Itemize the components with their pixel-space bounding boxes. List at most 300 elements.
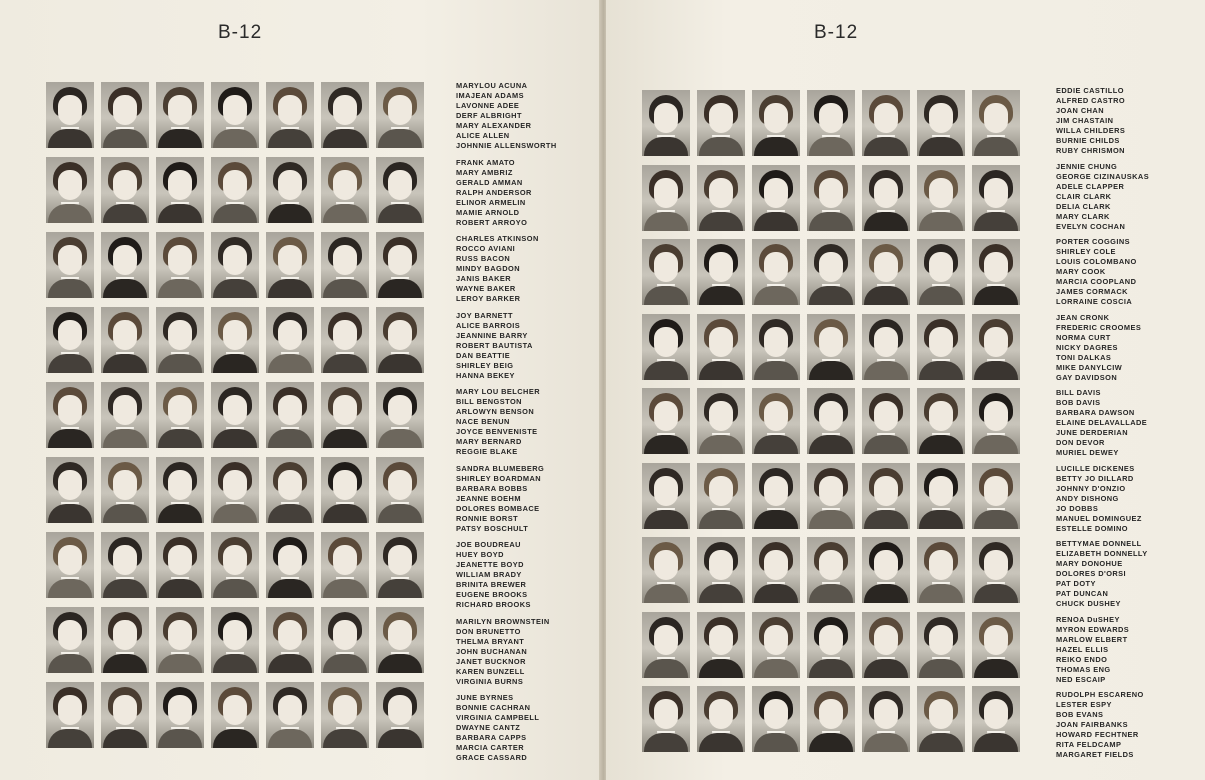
portrait-body bbox=[213, 279, 257, 298]
portrait-body bbox=[323, 729, 367, 748]
name-group bbox=[1056, 388, 1147, 458]
student-portrait bbox=[266, 232, 314, 298]
student-portrait bbox=[376, 457, 424, 523]
student-portrait bbox=[642, 463, 690, 529]
portrait-body bbox=[864, 435, 908, 454]
portrait-face bbox=[113, 395, 137, 425]
name-group bbox=[1056, 539, 1148, 609]
student-name: HANNA BEKEY bbox=[456, 370, 515, 380]
portrait-face bbox=[929, 550, 953, 580]
portrait-face bbox=[874, 401, 898, 431]
student-name: ELINOR ARMELIN bbox=[456, 197, 526, 207]
portrait-body bbox=[699, 137, 743, 156]
portrait-body bbox=[48, 204, 92, 223]
portrait-face bbox=[333, 695, 357, 725]
student-name: BOB EVANS bbox=[1056, 710, 1104, 719]
student-name: LAVONNE ADEE bbox=[456, 101, 520, 110]
portrait-body bbox=[268, 729, 312, 748]
student-name: VIRGINIA CAMPBELL bbox=[456, 713, 540, 722]
portrait-face bbox=[929, 401, 953, 431]
portrait-body bbox=[213, 129, 257, 148]
student-portrait bbox=[211, 457, 259, 523]
portrait-body bbox=[103, 429, 147, 448]
portrait-body bbox=[809, 137, 853, 156]
portrait-body bbox=[268, 279, 312, 298]
student-portrait bbox=[697, 686, 745, 752]
student-portrait bbox=[752, 463, 800, 529]
student-name: GAY DAVIDSON bbox=[1056, 372, 1118, 382]
student-portrait bbox=[697, 463, 745, 529]
portrait-face bbox=[654, 252, 678, 282]
student-portrait bbox=[211, 382, 259, 448]
student-name: ESTELLE DOMINO bbox=[1056, 523, 1128, 533]
name-group bbox=[456, 234, 539, 304]
student-name: MARGARET FIELDS bbox=[1056, 750, 1134, 759]
student-name: MARY DONOHUE bbox=[1056, 559, 1123, 568]
portrait-face bbox=[984, 252, 1008, 282]
portrait-face bbox=[984, 625, 1008, 655]
portrait-face bbox=[168, 95, 192, 125]
portrait-face bbox=[874, 699, 898, 729]
portrait-face bbox=[874, 625, 898, 655]
portrait-body bbox=[974, 435, 1018, 454]
portrait-face bbox=[223, 320, 247, 350]
student-name: FREDERIC CROOMES bbox=[1056, 322, 1142, 332]
name-group bbox=[456, 387, 540, 457]
portrait-body bbox=[103, 204, 147, 223]
student-portrait bbox=[211, 607, 259, 673]
student-portrait bbox=[156, 82, 204, 148]
portrait-face bbox=[113, 320, 137, 350]
student-portrait bbox=[266, 682, 314, 748]
student-name: RALPH ANDERSOR bbox=[456, 187, 532, 197]
portrait-body bbox=[919, 286, 963, 305]
portrait-face bbox=[278, 170, 302, 200]
portrait-face bbox=[58, 95, 82, 125]
portrait-body bbox=[809, 510, 853, 529]
portrait-face bbox=[929, 625, 953, 655]
student-name: MIKE DANYLCIW bbox=[1056, 362, 1123, 372]
student-name: EDDIE CASTILLO bbox=[1056, 86, 1124, 95]
portrait-body bbox=[919, 361, 963, 380]
student-name: LUCILLE DICKENES bbox=[1056, 463, 1135, 473]
student-name: RUDOLPH ESCARENO bbox=[1056, 690, 1144, 699]
portrait-face bbox=[58, 245, 82, 275]
student-name: SHIRLEY BEIG bbox=[456, 360, 514, 370]
student-portrait bbox=[697, 388, 745, 454]
student-portrait bbox=[156, 382, 204, 448]
name-group bbox=[456, 81, 557, 151]
portrait-face bbox=[113, 695, 137, 725]
student-name: ELIZABETH DONNELLY bbox=[1056, 549, 1148, 558]
portrait-face bbox=[709, 178, 733, 208]
portrait-face bbox=[819, 625, 843, 655]
name-group bbox=[1056, 86, 1125, 156]
portrait-body bbox=[754, 659, 798, 678]
portrait-face bbox=[709, 103, 733, 133]
portrait-body bbox=[103, 354, 147, 373]
portrait-face bbox=[278, 395, 302, 425]
student-name: JUNE BYRNES bbox=[456, 693, 514, 702]
student-name: ALICE ALLEN bbox=[456, 131, 510, 140]
portrait-body bbox=[974, 733, 1018, 752]
student-portrait bbox=[321, 382, 369, 448]
portrait-face bbox=[388, 620, 412, 650]
portrait-body bbox=[378, 579, 422, 598]
portrait-body bbox=[323, 354, 367, 373]
student-name: FRANK AMATO bbox=[456, 157, 516, 167]
student-portrait bbox=[697, 239, 745, 305]
student-portrait bbox=[46, 382, 94, 448]
portrait-face bbox=[654, 625, 678, 655]
portrait-face bbox=[929, 178, 953, 208]
portrait-body bbox=[378, 354, 422, 373]
portrait-face bbox=[278, 95, 302, 125]
student-name: BARBARA CAPPS bbox=[456, 733, 527, 742]
student-portrait bbox=[807, 686, 855, 752]
student-name: MARY LOU BELCHER bbox=[456, 387, 540, 396]
student-portrait bbox=[642, 90, 690, 156]
portrait-body bbox=[213, 429, 257, 448]
student-portrait bbox=[697, 314, 745, 380]
student-portrait bbox=[46, 457, 94, 523]
portrait-body bbox=[644, 510, 688, 529]
student-name: PORTER COGGINS bbox=[1056, 237, 1131, 246]
portrait-body bbox=[644, 733, 688, 752]
student-portrait bbox=[752, 314, 800, 380]
portrait-body bbox=[158, 279, 202, 298]
portrait-face bbox=[929, 252, 953, 282]
portrait-face bbox=[388, 395, 412, 425]
portrait-face bbox=[764, 625, 788, 655]
portrait-face bbox=[764, 699, 788, 729]
portrait-body bbox=[213, 729, 257, 748]
student-name: DON BRUNETTO bbox=[456, 626, 521, 636]
student-portrait bbox=[807, 239, 855, 305]
student-portrait bbox=[642, 612, 690, 678]
student-portrait bbox=[972, 239, 1020, 305]
student-portrait bbox=[156, 232, 204, 298]
student-name: JOE BOUDREAU bbox=[456, 540, 521, 549]
portrait-face bbox=[984, 550, 1008, 580]
name-group bbox=[456, 158, 532, 228]
student-portrait bbox=[266, 532, 314, 598]
student-name: JOYCE BENVENISTE bbox=[456, 427, 538, 436]
student-portrait bbox=[266, 607, 314, 673]
portrait-face bbox=[58, 320, 82, 350]
portrait-face bbox=[654, 401, 678, 431]
portrait-face bbox=[168, 545, 192, 575]
student-portrait bbox=[972, 612, 1020, 678]
student-portrait bbox=[972, 90, 1020, 156]
portrait-face bbox=[929, 476, 953, 506]
name-group bbox=[456, 311, 533, 381]
student-portrait bbox=[642, 388, 690, 454]
student-portrait bbox=[376, 232, 424, 298]
portrait-face bbox=[113, 545, 137, 575]
student-name: BARBARA DAWSON bbox=[1056, 408, 1135, 417]
portrait-body bbox=[378, 504, 422, 523]
portrait-body bbox=[48, 354, 92, 373]
portrait-body bbox=[754, 510, 798, 529]
portrait-face bbox=[984, 699, 1008, 729]
student-name: BARBARA BOBBS bbox=[456, 483, 528, 493]
portrait-body bbox=[754, 212, 798, 231]
portrait-face bbox=[654, 476, 678, 506]
name-group bbox=[456, 540, 531, 610]
student-portrait bbox=[321, 307, 369, 373]
student-name: MARCIA CARTER bbox=[456, 743, 524, 752]
student-name: CHUCK DUSHEY bbox=[1056, 599, 1121, 608]
student-name: BILL BENGSTON bbox=[456, 397, 522, 406]
portrait-body bbox=[323, 579, 367, 598]
student-name: JUNE DERDERIAN bbox=[1056, 428, 1129, 437]
student-name: SHIRLEY BOARDMAN bbox=[456, 473, 542, 483]
portrait-face bbox=[388, 470, 412, 500]
portrait-face bbox=[333, 395, 357, 425]
portrait-face bbox=[929, 103, 953, 133]
portrait-body bbox=[919, 212, 963, 231]
student-portrait bbox=[376, 157, 424, 223]
portrait-face bbox=[764, 103, 788, 133]
portrait-body bbox=[644, 286, 688, 305]
portrait-body bbox=[103, 129, 147, 148]
portrait-face bbox=[223, 170, 247, 200]
portrait-body bbox=[158, 129, 202, 148]
student-name: LESTER ESPY bbox=[1056, 700, 1112, 709]
student-portrait bbox=[807, 463, 855, 529]
student-portrait bbox=[917, 463, 965, 529]
student-portrait bbox=[972, 463, 1020, 529]
student-name: MAMIE ARNOLD bbox=[456, 207, 520, 217]
student-name: THELMA BRYANT bbox=[456, 636, 525, 646]
portrait-face bbox=[874, 178, 898, 208]
portrait-face bbox=[223, 470, 247, 500]
student-name: BRINITA BREWER bbox=[456, 580, 527, 589]
portrait-face bbox=[764, 252, 788, 282]
student-portrait bbox=[642, 165, 690, 231]
student-portrait bbox=[752, 388, 800, 454]
student-portrait bbox=[46, 682, 94, 748]
portrait-body bbox=[699, 584, 743, 603]
student-name: MURIEL DEWEY bbox=[1056, 448, 1119, 457]
portrait-face bbox=[654, 103, 678, 133]
student-portrait bbox=[807, 90, 855, 156]
student-name: PAT DOTY bbox=[1056, 579, 1096, 588]
portrait-face bbox=[874, 327, 898, 357]
portrait-body bbox=[974, 286, 1018, 305]
portrait-body bbox=[213, 504, 257, 523]
portrait-face bbox=[58, 395, 82, 425]
student-portrait bbox=[321, 682, 369, 748]
student-name: RITA FELDCAMP bbox=[1056, 740, 1122, 749]
right-page bbox=[606, 0, 1205, 780]
student-portrait bbox=[101, 532, 149, 598]
student-portrait bbox=[972, 388, 1020, 454]
student-portrait bbox=[376, 532, 424, 598]
portrait-body bbox=[268, 504, 312, 523]
student-name: JEANETTE BOYD bbox=[456, 560, 524, 569]
student-name: HAZEL ELLIS bbox=[1056, 644, 1109, 654]
portrait-body bbox=[103, 579, 147, 598]
portrait-face bbox=[58, 470, 82, 500]
student-portrait bbox=[917, 537, 965, 603]
portrait-body bbox=[213, 579, 257, 598]
student-name: JOY BARNETT bbox=[456, 310, 513, 320]
student-name: SANDRA BLUMEBERG bbox=[456, 463, 545, 473]
portrait-face bbox=[709, 401, 733, 431]
portrait-face bbox=[168, 320, 192, 350]
portrait-body bbox=[48, 429, 92, 448]
portrait-body bbox=[378, 729, 422, 748]
student-portrait bbox=[642, 239, 690, 305]
student-name: WILLIAM BRADY bbox=[456, 570, 522, 579]
page-header: B-12 bbox=[814, 22, 859, 43]
student-name: CLAIR CLARK bbox=[1056, 191, 1112, 201]
portrait-body bbox=[754, 137, 798, 156]
portrait-body bbox=[919, 510, 963, 529]
portrait-face bbox=[223, 395, 247, 425]
student-name: ADELE CLAPPER bbox=[1056, 181, 1125, 191]
portrait-face bbox=[709, 252, 733, 282]
student-portrait bbox=[321, 157, 369, 223]
student-portrait bbox=[862, 239, 910, 305]
student-name: JIM CHASTAIN bbox=[1056, 116, 1114, 125]
portrait-face bbox=[984, 476, 1008, 506]
student-name: REIKO ENDO bbox=[1056, 654, 1108, 664]
portrait-body bbox=[378, 129, 422, 148]
portrait-body bbox=[699, 212, 743, 231]
portrait-body bbox=[644, 137, 688, 156]
portrait-face bbox=[874, 103, 898, 133]
portrait-body bbox=[754, 584, 798, 603]
student-name: MARY AMBRIZ bbox=[456, 167, 513, 177]
portrait-body bbox=[974, 361, 1018, 380]
portrait-face bbox=[819, 550, 843, 580]
portrait-face bbox=[984, 401, 1008, 431]
student-name: MYRON EDWARDS bbox=[1056, 624, 1130, 634]
name-group bbox=[1056, 162, 1149, 232]
portrait-face bbox=[278, 245, 302, 275]
student-portrait bbox=[642, 686, 690, 752]
student-name: ROCCO AVIANI bbox=[456, 244, 516, 253]
portrait-face bbox=[984, 103, 1008, 133]
portrait-face bbox=[113, 620, 137, 650]
student-name: MARILYN BROWNSTEIN bbox=[456, 616, 550, 626]
portrait-face bbox=[278, 695, 302, 725]
student-name: MARY BERNARD bbox=[456, 437, 522, 446]
student-portrait bbox=[321, 82, 369, 148]
portrait-body bbox=[158, 579, 202, 598]
student-portrait bbox=[807, 388, 855, 454]
portrait-face bbox=[388, 95, 412, 125]
portrait-body bbox=[48, 579, 92, 598]
student-portrait bbox=[972, 314, 1020, 380]
student-portrait bbox=[321, 457, 369, 523]
portrait-body bbox=[48, 129, 92, 148]
portrait-body bbox=[103, 279, 147, 298]
student-name: RUBY CHRISMON bbox=[1056, 146, 1125, 155]
portrait-face bbox=[874, 550, 898, 580]
student-portrait bbox=[752, 537, 800, 603]
portrait-body bbox=[323, 429, 367, 448]
portrait-body bbox=[699, 659, 743, 678]
student-name: RENOA DuSHEY bbox=[1056, 614, 1120, 624]
portrait-body bbox=[213, 654, 257, 673]
portrait-body bbox=[809, 733, 853, 752]
student-name: IMAJEAN ADAMS bbox=[456, 91, 524, 100]
student-name: JEANNE BOEHM bbox=[456, 493, 521, 503]
portrait-body bbox=[48, 504, 92, 523]
student-portrait bbox=[972, 686, 1020, 752]
student-portrait bbox=[752, 686, 800, 752]
student-name: DOLORES BOMBACE bbox=[456, 503, 540, 513]
student-portrait bbox=[752, 90, 800, 156]
student-portrait bbox=[156, 457, 204, 523]
student-portrait bbox=[266, 82, 314, 148]
portrait-face bbox=[223, 95, 247, 125]
portrait-face bbox=[929, 327, 953, 357]
portrait-body bbox=[158, 204, 202, 223]
portrait-face bbox=[388, 695, 412, 725]
student-portrait bbox=[642, 537, 690, 603]
student-portrait bbox=[917, 239, 965, 305]
portrait-body bbox=[103, 504, 147, 523]
student-name: DOLORES D'ORSI bbox=[1056, 569, 1127, 578]
portrait-face bbox=[223, 695, 247, 725]
portrait-body bbox=[644, 659, 688, 678]
portrait-face bbox=[223, 245, 247, 275]
portrait-body bbox=[323, 504, 367, 523]
portrait-face bbox=[168, 170, 192, 200]
student-portrait bbox=[862, 463, 910, 529]
portrait-body bbox=[809, 584, 853, 603]
student-name: ANDY DISHONG bbox=[1056, 493, 1119, 503]
portrait-body bbox=[809, 286, 853, 305]
portrait-face bbox=[278, 545, 302, 575]
student-name: THOMAS ENG bbox=[1056, 664, 1111, 674]
student-name: MARYLOU ACUNA bbox=[456, 81, 528, 90]
portrait-body bbox=[809, 659, 853, 678]
portrait-body bbox=[268, 204, 312, 223]
portrait-body bbox=[864, 361, 908, 380]
student-name: BURNIE CHILDS bbox=[1056, 136, 1120, 145]
student-name: SHIRLEY COLE bbox=[1056, 247, 1116, 256]
portrait-body bbox=[919, 733, 963, 752]
portrait-body bbox=[378, 204, 422, 223]
student-name: ALFRED CASTRO bbox=[1056, 96, 1126, 105]
portrait-body bbox=[378, 279, 422, 298]
portrait-face bbox=[654, 327, 678, 357]
portrait-body bbox=[919, 137, 963, 156]
student-name: MARLOW ELBERT bbox=[1056, 634, 1128, 644]
student-portrait bbox=[376, 82, 424, 148]
page-header: B-12 bbox=[218, 22, 263, 43]
portrait-body bbox=[864, 659, 908, 678]
left-page bbox=[0, 0, 601, 780]
student-name: DWAYNE CANTZ bbox=[456, 723, 521, 732]
student-name: BETTY JO DILLARD bbox=[1056, 473, 1134, 483]
portrait-face bbox=[388, 545, 412, 575]
student-name: NORMA CURT bbox=[1056, 332, 1111, 342]
student-name: MARCIA COOPLAND bbox=[1056, 277, 1137, 286]
portrait-face bbox=[709, 550, 733, 580]
student-name: JEAN CRONK bbox=[1056, 312, 1110, 322]
name-group bbox=[456, 617, 550, 687]
student-portrait bbox=[376, 382, 424, 448]
student-name: ROBERT ARROYO bbox=[456, 217, 528, 227]
portrait-face bbox=[819, 699, 843, 729]
